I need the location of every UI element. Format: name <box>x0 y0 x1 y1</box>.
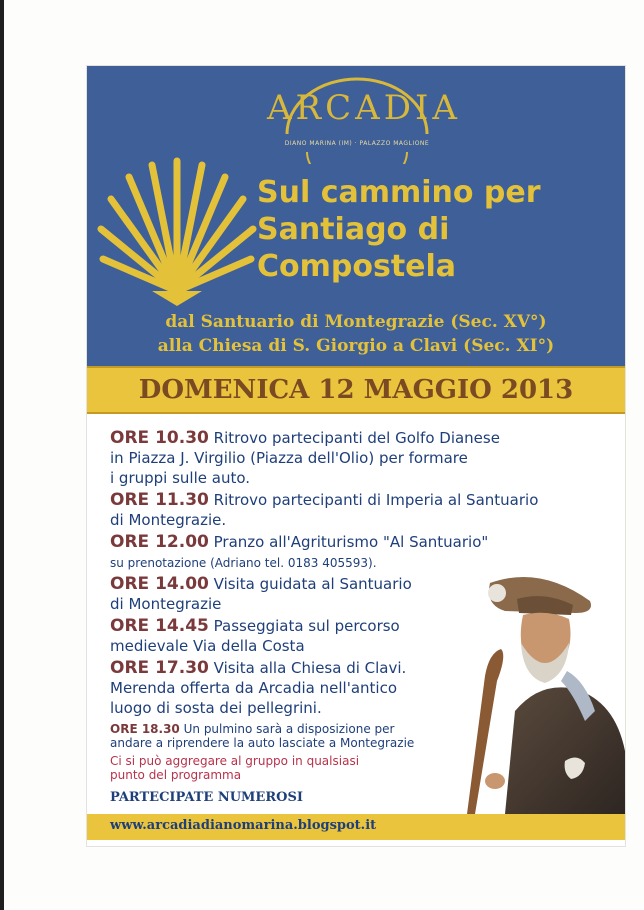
entry-text: Passeggiata sul percorso <box>213 617 400 635</box>
entry-text: di Montegrazie. <box>110 511 227 529</box>
entry-time: ORE 12.00 <box>110 532 209 552</box>
event-date: DOMENICA 12 MAGGIO 2013 <box>138 375 574 405</box>
schedule-entry <box>110 532 610 572</box>
pilgrim-photo <box>445 571 625 814</box>
poster <box>87 66 625 846</box>
entry-text: di Montegrazie <box>110 595 222 613</box>
note-text: Un pulmino sarà a disposizione per <box>183 722 395 736</box>
entry-time: ORE 10.30 <box>110 428 209 448</box>
logo-subtitle: DIANO MARINA (IM) · PALAZZO MAGLIONE <box>284 140 430 147</box>
footer-band <box>87 814 625 840</box>
logo-name: ARCADIA <box>267 88 461 128</box>
entry-text: medievale Via della Costa <box>110 637 305 655</box>
entry-text: Pranzo all'Agriturismo "Al Santuario" <box>213 533 489 551</box>
title-line-2: Santiago di <box>257 212 450 247</box>
event-title <box>257 174 617 285</box>
note-text: andare a riprendere la auto lasciate a Montegrazie <box>110 736 415 750</box>
route-line-2: alla Chiesa di S. Giorgio a Clavi (Sec. XI°) <box>157 336 555 356</box>
route-line-1: dal Santuario di Montegrazie (Sec. XV°) <box>165 312 547 332</box>
schedule-entry <box>110 428 610 488</box>
aggregate-text: Ci si può aggregare al gruppo in qualsiasi <box>110 754 360 768</box>
title-line-3: Compostela <box>257 249 457 284</box>
entry-time: ORE 17.30 <box>110 658 209 678</box>
scallop-shell-icon <box>97 151 257 311</box>
entry-text: Visita guidata al Santuario <box>213 575 412 593</box>
entry-text: in Piazza J. Virgilio (Piazza dell'Olio) per formare <box>110 449 468 467</box>
call-to-action: PARTECIPATE NUMEROSI <box>110 790 303 805</box>
entry-text: Visita alla Chiesa di Clavi. <box>213 659 407 677</box>
schedule-entry <box>110 490 610 530</box>
website-link[interactable]: www.arcadiadianomarina.blogspot.it <box>110 818 377 833</box>
scan-edge <box>0 0 4 910</box>
header-panel <box>87 66 625 366</box>
entry-time: ORE 11.30 <box>110 490 209 510</box>
arcadia-logo <box>267 74 461 164</box>
entry-text: su prenotazione (Adriano tel. 0183 405593). <box>110 556 377 570</box>
entry-text: Ritrovo partecipanti del Golfo Dianese <box>213 429 500 447</box>
note-time: ORE 18.30 <box>110 722 180 736</box>
title-line-1: Sul cammino per <box>257 175 541 210</box>
entry-text: i gruppi sulle auto. <box>110 469 251 487</box>
entry-time: ORE 14.45 <box>110 616 209 636</box>
date-band <box>87 366 625 414</box>
entry-time: ORE 14.00 <box>110 574 209 594</box>
aggregate-text: punto del programma <box>110 768 242 782</box>
entry-text: Ritrovo partecipanti di Imperia al Santuario <box>213 491 539 509</box>
entry-text: Merenda offerta da Arcadia nell'antico <box>110 679 398 697</box>
entry-text: luogo di sosta dei pellegrini. <box>110 699 322 717</box>
